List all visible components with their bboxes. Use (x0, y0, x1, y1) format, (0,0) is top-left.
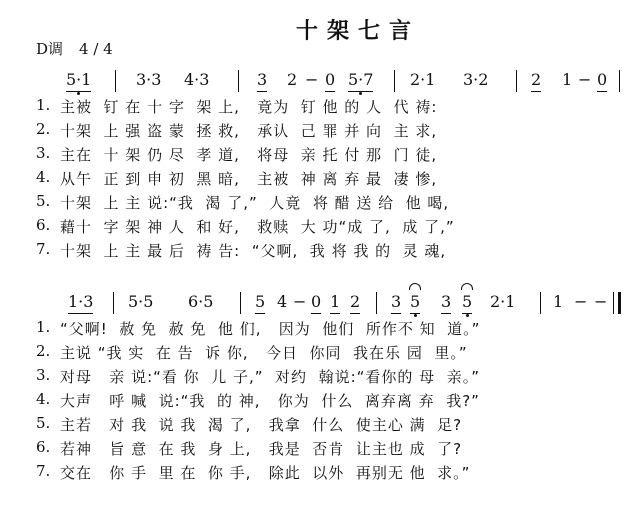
note: 5·7 (348, 70, 374, 89)
note (410, 292, 420, 314)
note: 2 (531, 70, 541, 92)
note: 3·2 (463, 70, 489, 89)
note: 1 (330, 292, 340, 314)
note-group: 2·1 (490, 292, 516, 311)
bar-line (394, 70, 395, 92)
lyric-text: 若神 旨 意 在 我 身 上, 我是 否肯 让主也 成 了? (60, 440, 463, 458)
notation-row-1 (0, 70, 640, 96)
lyric-text: 对母 亲 说:“看 你 儿 子,” 对约 翰说:“看你的 母 亲。” (60, 368, 480, 386)
lyric-text: 主若 对 我 说 我 渴 了, 我拿 什么 使主心 满 足? (60, 416, 463, 434)
dash: − (574, 292, 588, 311)
verse-number: 5. (36, 414, 51, 432)
note: 3·3 (136, 70, 162, 89)
fermata-note: 5 (462, 292, 473, 311)
lyric-text: 主在 十 架 仍 尽 孝 道, 将母 亲 托 付 那 门 徒, (60, 146, 438, 164)
note (462, 292, 472, 314)
lyric-text: 十架 上 强 盗 蒙 拯 救, 承认 己 罪 并 向 主 求, (60, 122, 438, 140)
lyric-text: 主被 钉 在 十 字 架 上, 竟为 钉 他 的 人 代 祷: (60, 98, 438, 116)
verse-number: 2. (36, 342, 51, 360)
song-title: 十架七言 (296, 19, 421, 44)
bar-line (516, 70, 517, 92)
dash: − (578, 70, 592, 89)
dash: − (305, 70, 319, 89)
note-group: 6·5 (188, 292, 214, 311)
note-group (66, 70, 91, 92)
verse-number: 3. (36, 366, 51, 384)
bar-line (113, 292, 114, 314)
fermata-note: 5 (410, 292, 421, 311)
lyric-text: 大声 呼 喊 说:“我 的 神, 你为 什么 离弃离 弃 我?” (60, 392, 480, 410)
lyric-text: 十架 上 主 说:“我 渴 了,” 人竟 将 醋 送 给 他 喝, (60, 194, 450, 212)
time-signature: 4 / 4 (79, 40, 113, 58)
verse-number: 1. (36, 318, 51, 336)
lyric-text: 十架 上 主 最 后 祷 告: “父啊, 我 将 我 的 灵 魂, (60, 242, 447, 260)
rest: 0 (311, 292, 321, 314)
notation-row-2 (0, 292, 640, 318)
dash: − (293, 292, 307, 311)
bar-line (376, 292, 377, 314)
bar-line (238, 70, 239, 92)
note: 2 (287, 70, 298, 89)
lyric-text: 交在 你 手 里 在 你 手, 除此 以外 再别无 他 求。” (60, 464, 471, 482)
final-bar-line (618, 292, 621, 314)
lyric-text: “父啊! 赦 免 赦 免 他 们, 因为 他们 所作不 知 道。” (60, 320, 481, 338)
lyric-text: 藉十 字 架 神 人 和 好, 救赎 大 功“成 了, 成 了,” (60, 218, 455, 236)
bar-line (540, 292, 541, 314)
note: 5·1 (66, 70, 92, 89)
note-group (136, 70, 161, 90)
verse-number: 5. (36, 192, 51, 210)
verse-number: 6. (36, 438, 51, 456)
rest: 0 (325, 70, 335, 92)
bar-line (240, 292, 241, 314)
verse-number: 6. (36, 216, 51, 234)
verse-number: 3. (36, 144, 51, 162)
note: 1 (553, 292, 564, 311)
note: 4·3 (184, 70, 210, 89)
note: 5 (255, 292, 265, 314)
note: 1 (562, 70, 573, 89)
note: 3 (391, 292, 401, 314)
note: 2 (350, 292, 360, 314)
note-group (184, 70, 209, 90)
lyric-text: 从午 正 到 申 初 黑 暗, 主被 神 离 弃 最 凄 惨, (60, 170, 438, 188)
verse-number: 4. (36, 390, 51, 408)
key-label: D调 (36, 40, 64, 58)
note: 2·1 (410, 70, 436, 89)
verse-number: 4. (36, 168, 51, 186)
verse-number: 2. (36, 120, 51, 138)
note: 3 (441, 292, 451, 314)
dash: − (594, 292, 608, 311)
bar-line (115, 70, 116, 92)
lyric-text: 主说 “我 实 在 告 诉 你, 今日 你同 我在乐 园 里。” (60, 344, 468, 362)
bar-line (619, 70, 620, 92)
note: 4 (277, 292, 288, 311)
rest: 0 (597, 70, 607, 92)
note-group: 1·3 (68, 292, 93, 314)
verse-number: 7. (36, 240, 51, 258)
verse-number: 7. (36, 462, 51, 480)
note-group (348, 70, 373, 92)
key-signature (36, 38, 113, 59)
note: 3 (257, 70, 267, 92)
note-group: 5·5 (128, 292, 154, 311)
verse-number: 1. (36, 96, 51, 114)
